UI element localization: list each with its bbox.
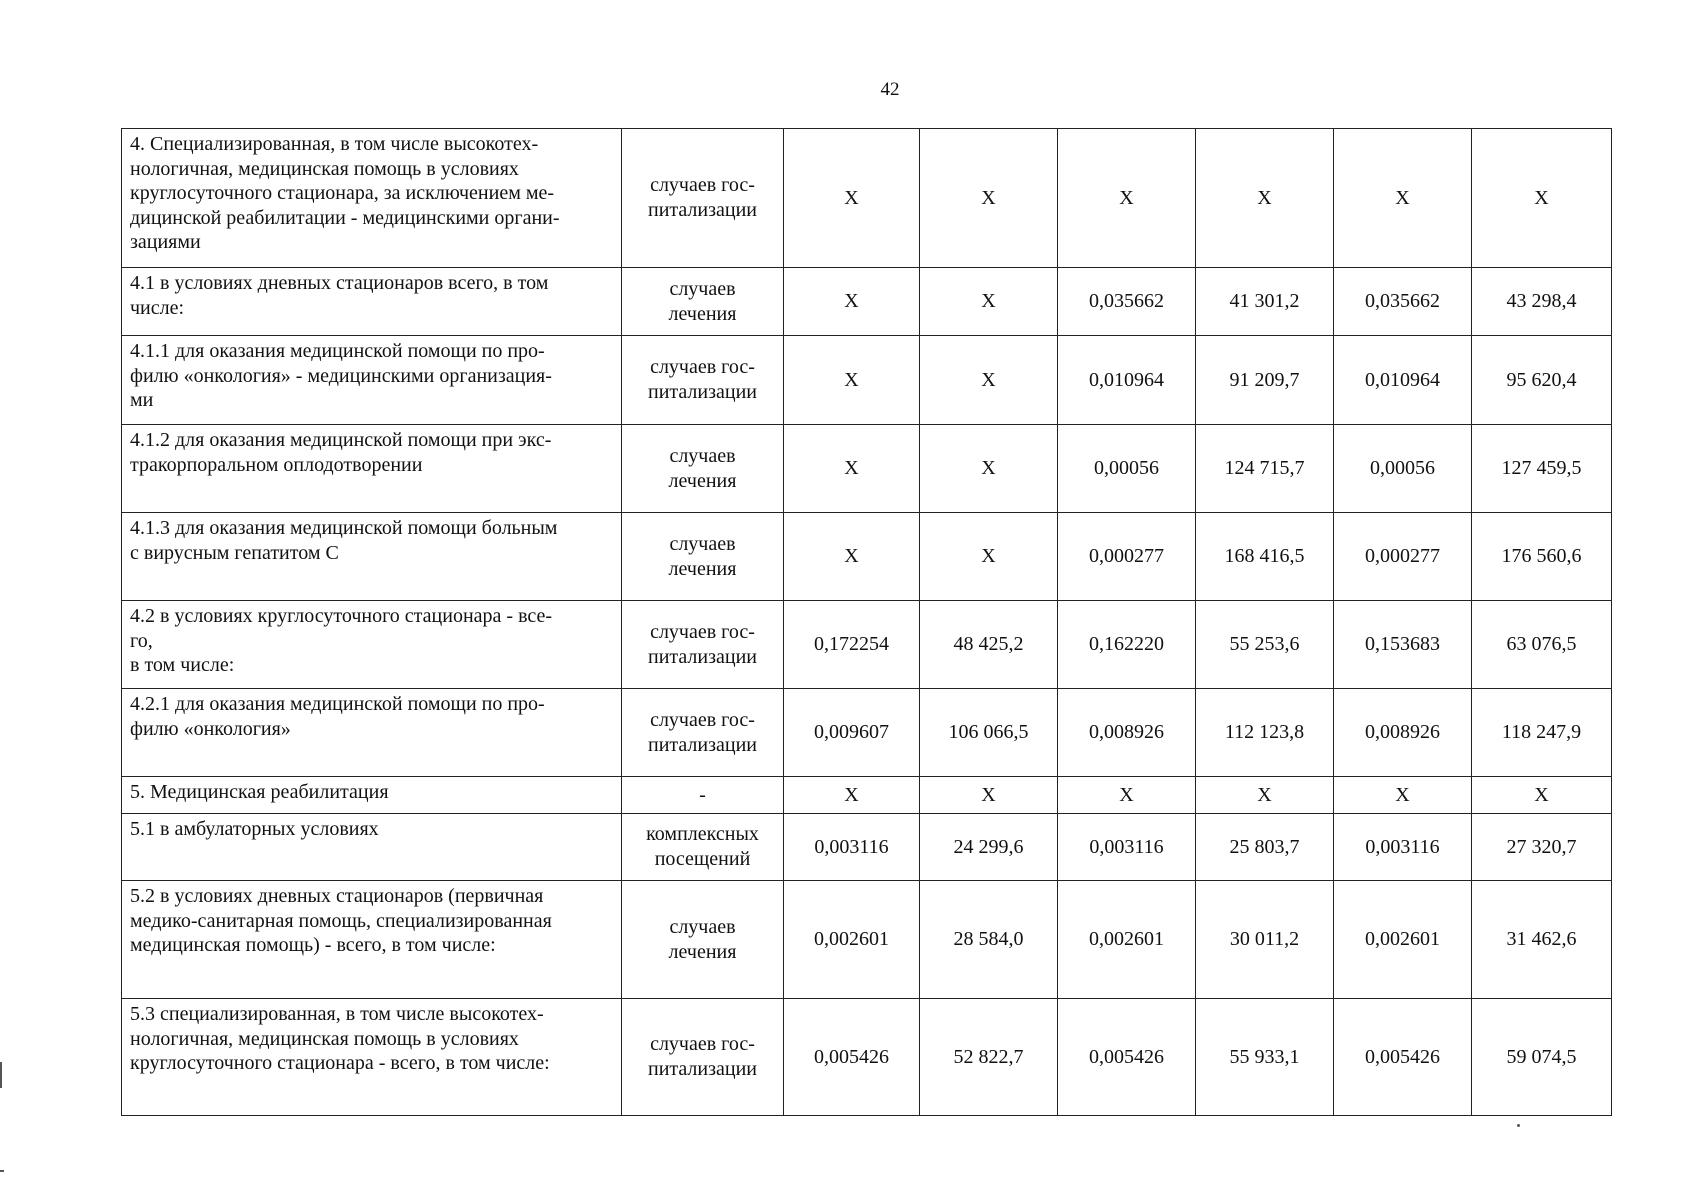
value-cell: X [784, 336, 920, 425]
row-name: 4.1.1 для оказания медицинской помощи по про- филю «онкология» - медицинскими организация- ми [122, 336, 622, 425]
value-cell: 0,010964 [1058, 336, 1196, 425]
value-cell: 41 301,2 [1196, 268, 1334, 336]
table-row [122, 689, 1612, 777]
row-name: 4. Специализированная, в том числе высокотех- нологичная, медицинская помощь в условиях круглосуточного стационара, за исключением ме- дицинской реабилитации - медицинскими органи- зациями [122, 129, 622, 268]
value-cell: 28 584,0 [920, 881, 1058, 999]
table-row [122, 513, 1612, 601]
value-cell: X [784, 129, 920, 268]
value-cell: 0,153683 [1334, 601, 1472, 689]
value-cell: 27 320,7 [1472, 814, 1612, 881]
scan-artifact [1517, 1124, 1520, 1127]
row-unit: случаев гос- питализации [622, 999, 784, 1116]
table-row [122, 814, 1612, 881]
value-cell: 112 123,8 [1196, 689, 1334, 777]
table-row [122, 129, 1612, 268]
value-cell: 55 253,6 [1196, 601, 1334, 689]
value-cell: 0,000277 [1058, 513, 1196, 601]
table-row [122, 336, 1612, 425]
value-cell: 0,005426 [1058, 999, 1196, 1116]
value-cell: 95 620,4 [1472, 336, 1612, 425]
value-cell: 48 425,2 [920, 601, 1058, 689]
value-cell: 0,00056 [1334, 425, 1472, 513]
row-unit: случаев гос- питализации [622, 129, 784, 268]
value-cell: X [1334, 129, 1472, 268]
value-cell: X [1472, 777, 1612, 814]
value-cell: 0,002601 [784, 881, 920, 999]
value-cell: 0,003116 [784, 814, 920, 881]
row-name: 4.1.2 для оказания медицинской помощи при экс- тракорпоральном оплодотворении [122, 425, 622, 513]
table-row [122, 601, 1612, 689]
row-name: 5.2 в условиях дневных стационаров (первичная медико-санитарная помощь, специализированная медицинская помощь) - всего, в том числе: [122, 881, 622, 999]
value-cell: 25 803,7 [1196, 814, 1334, 881]
value-cell: 0,000277 [1334, 513, 1472, 601]
value-cell: 91 209,7 [1196, 336, 1334, 425]
row-name: 4.2 в условиях круглосуточного стационара - все- го, в том числе: [122, 601, 622, 689]
table-row [122, 999, 1612, 1116]
value-cell: X [1196, 129, 1334, 268]
row-name: 4.2.1 для оказания медицинской помощи по про- филю «онкология» [122, 689, 622, 777]
value-cell: X [1058, 129, 1196, 268]
row-name: 5.1 в амбулаторных условиях [122, 814, 622, 881]
value-cell: 55 933,1 [1196, 999, 1334, 1116]
value-cell: X [1058, 777, 1196, 814]
value-cell: 0,010964 [1334, 336, 1472, 425]
value-cell: 0,162220 [1058, 601, 1196, 689]
value-cell: 43 298,4 [1472, 268, 1612, 336]
row-unit: - [622, 777, 784, 814]
value-cell: 0,005426 [784, 999, 920, 1116]
value-cell: 124 715,7 [1196, 425, 1334, 513]
value-cell: 31 462,6 [1472, 881, 1612, 999]
row-name: 4.1.3 для оказания медицинской помощи больным с вирусным гепатитом С [122, 513, 622, 601]
row-unit: случаев лечения [622, 513, 784, 601]
value-cell: X [920, 129, 1058, 268]
value-cell: 127 459,5 [1472, 425, 1612, 513]
scan-artifact [0, 1170, 4, 1172]
row-name: 4.1 в условиях дневных стационаров всего, в том числе: [122, 268, 622, 336]
value-cell: X [1334, 777, 1472, 814]
value-cell: X [920, 336, 1058, 425]
value-cell: 0,005426 [1334, 999, 1472, 1116]
row-unit: случаев гос- питализации [622, 689, 784, 777]
value-cell: X [920, 268, 1058, 336]
table-row [122, 425, 1612, 513]
row-unit: случаев гос- питализации [622, 601, 784, 689]
value-cell: X [784, 777, 920, 814]
value-cell: 52 822,7 [920, 999, 1058, 1116]
value-cell: 0,002601 [1058, 881, 1196, 999]
value-cell: 0,008926 [1058, 689, 1196, 777]
row-unit: комплексных посещений [622, 814, 784, 881]
value-cell: X [920, 777, 1058, 814]
value-cell: X [784, 268, 920, 336]
value-cell: 0,00056 [1058, 425, 1196, 513]
table-row [122, 881, 1612, 999]
value-cell: X [784, 513, 920, 601]
value-cell: 0,008926 [1334, 689, 1472, 777]
value-cell: 0,035662 [1334, 268, 1472, 336]
table-body [122, 129, 1612, 1116]
value-cell: 168 416,5 [1196, 513, 1334, 601]
value-cell: 24 299,6 [920, 814, 1058, 881]
scan-artifact [0, 1062, 2, 1088]
value-cell: X [1472, 129, 1612, 268]
value-cell: 30 011,2 [1196, 881, 1334, 999]
value-cell: 63 076,5 [1472, 601, 1612, 689]
value-cell: 0,003116 [1334, 814, 1472, 881]
value-cell: 59 074,5 [1472, 999, 1612, 1116]
value-cell: X [920, 425, 1058, 513]
value-cell: 0,009607 [784, 689, 920, 777]
page-number: 42 [880, 79, 900, 100]
rates-table [121, 128, 1612, 1116]
value-cell: 0,172254 [784, 601, 920, 689]
table-row [122, 777, 1612, 814]
value-cell: X [1196, 777, 1334, 814]
value-cell: 118 247,9 [1472, 689, 1612, 777]
value-cell: 0,003116 [1058, 814, 1196, 881]
value-cell: 0,002601 [1334, 881, 1472, 999]
value-cell: 176 560,6 [1472, 513, 1612, 601]
row-unit: случаев лечения [622, 268, 784, 336]
table-row [122, 268, 1612, 336]
row-name: 5.3 специализированная, в том числе высокотех- нологичная, медицинская помощь в условиях круглосуточного стационара - всего, в том числе: [122, 999, 622, 1116]
row-name: 5. Медицинская реабилитация [122, 777, 622, 814]
value-cell: X [920, 513, 1058, 601]
row-unit: случаев лечения [622, 881, 784, 999]
row-unit: случаев лечения [622, 425, 784, 513]
value-cell: 106 066,5 [920, 689, 1058, 777]
value-cell: 0,035662 [1058, 268, 1196, 336]
row-unit: случаев гос- питализации [622, 336, 784, 425]
value-cell: X [784, 425, 920, 513]
